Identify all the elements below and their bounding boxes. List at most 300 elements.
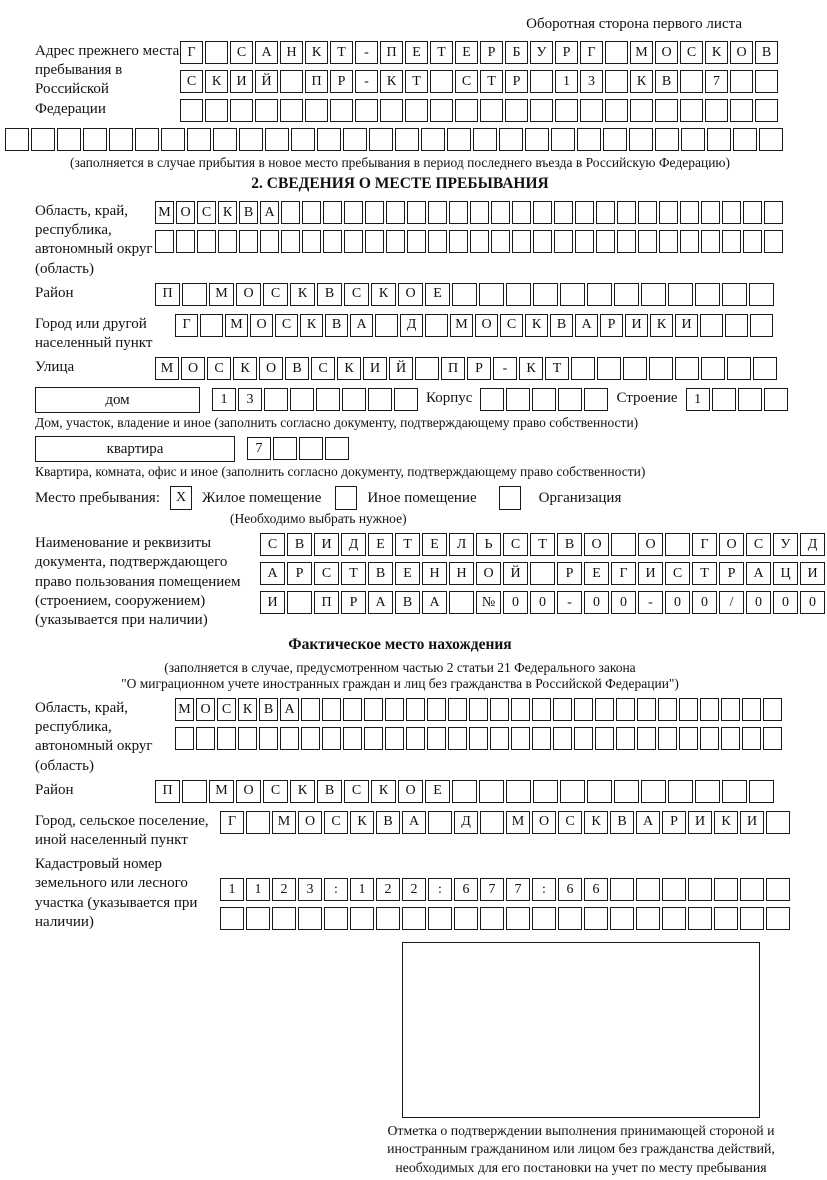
char-box[interactable] <box>764 230 783 253</box>
char-box[interactable]: Т <box>395 533 420 556</box>
char-box[interactable] <box>614 780 639 803</box>
char-box[interactable] <box>220 907 244 930</box>
char-box[interactable] <box>707 128 731 151</box>
char-box[interactable]: 7 <box>247 437 271 460</box>
char-box[interactable]: Р <box>600 314 623 337</box>
char-box[interactable] <box>763 698 782 721</box>
char-box[interactable] <box>182 780 207 803</box>
char-box[interactable]: 7 <box>480 878 504 901</box>
char-box[interactable]: О <box>196 698 215 721</box>
char-box[interactable]: Р <box>480 41 503 64</box>
char-box[interactable] <box>452 780 477 803</box>
char-box[interactable] <box>554 201 573 224</box>
char-box[interactable]: : <box>428 878 452 901</box>
char-box[interactable]: Е <box>405 41 428 64</box>
char-box[interactable]: Д <box>341 533 366 556</box>
char-box[interactable] <box>714 907 738 930</box>
char-box[interactable]: И <box>363 357 387 380</box>
char-box[interactable] <box>280 70 303 93</box>
char-box[interactable] <box>764 388 788 411</box>
char-box[interactable]: В <box>259 698 278 721</box>
char-box[interactable]: Г <box>175 314 198 337</box>
char-box[interactable]: К <box>290 283 315 306</box>
char-box[interactable] <box>721 727 740 750</box>
char-box[interactable] <box>427 727 446 750</box>
char-box[interactable]: 2 <box>402 878 426 901</box>
char-box[interactable]: О <box>259 357 283 380</box>
char-box[interactable]: 1 <box>246 878 270 901</box>
char-box[interactable]: И <box>625 314 648 337</box>
char-box[interactable] <box>560 283 585 306</box>
char-box[interactable]: О <box>584 533 609 556</box>
char-box[interactable]: С <box>665 562 690 585</box>
char-box[interactable] <box>505 99 528 122</box>
char-box[interactable]: К <box>371 780 396 803</box>
char-box[interactable]: 7 <box>705 70 728 93</box>
char-box[interactable] <box>452 283 477 306</box>
char-box[interactable] <box>287 591 312 614</box>
char-box[interactable] <box>57 128 81 151</box>
char-box[interactable]: С <box>746 533 771 556</box>
organization-checkbox[interactable] <box>499 486 521 510</box>
char-box[interactable]: С <box>680 41 703 64</box>
char-box[interactable]: У <box>530 41 553 64</box>
char-box[interactable] <box>727 357 751 380</box>
char-box[interactable] <box>574 727 593 750</box>
char-box[interactable] <box>239 128 263 151</box>
char-box[interactable] <box>680 230 699 253</box>
char-box[interactable] <box>749 780 774 803</box>
char-box[interactable] <box>641 283 666 306</box>
char-box[interactable]: И <box>740 811 764 834</box>
char-box[interactable] <box>180 99 203 122</box>
char-box[interactable]: : <box>324 878 348 901</box>
char-box[interactable]: Т <box>530 533 555 556</box>
char-box[interactable]: В <box>395 591 420 614</box>
char-box[interactable] <box>575 201 594 224</box>
char-box[interactable]: 1 <box>220 878 244 901</box>
char-box[interactable]: О <box>655 41 678 64</box>
char-box[interactable]: А <box>575 314 598 337</box>
char-box[interactable] <box>449 201 468 224</box>
char-box[interactable]: Т <box>480 70 503 93</box>
char-box[interactable]: 0 <box>584 591 609 614</box>
char-box[interactable] <box>323 230 342 253</box>
char-box[interactable] <box>614 283 639 306</box>
char-box[interactable]: М <box>272 811 296 834</box>
char-box[interactable] <box>665 533 690 556</box>
char-box[interactable] <box>155 230 174 253</box>
char-box[interactable] <box>603 128 627 151</box>
char-box[interactable] <box>636 907 660 930</box>
char-box[interactable] <box>680 99 703 122</box>
char-box[interactable]: - <box>355 41 378 64</box>
char-box[interactable]: Г <box>611 562 636 585</box>
char-box[interactable]: С <box>230 41 253 64</box>
char-box[interactable] <box>217 727 236 750</box>
char-box[interactable]: Г <box>180 41 203 64</box>
char-box[interactable]: 0 <box>530 591 555 614</box>
char-box[interactable]: В <box>557 533 582 556</box>
char-box[interactable] <box>533 230 552 253</box>
char-box[interactable] <box>343 727 362 750</box>
char-box[interactable]: С <box>180 70 203 93</box>
char-box[interactable]: В <box>376 811 400 834</box>
char-box[interactable] <box>230 99 253 122</box>
char-box[interactable] <box>701 230 720 253</box>
char-box[interactable] <box>239 230 258 253</box>
char-box[interactable]: 0 <box>611 591 636 614</box>
char-box[interactable]: Г <box>580 41 603 64</box>
char-box[interactable]: А <box>636 811 660 834</box>
char-box[interactable]: В <box>655 70 678 93</box>
char-box[interactable] <box>659 201 678 224</box>
char-box[interactable]: О <box>398 780 423 803</box>
char-box[interactable]: Г <box>220 811 244 834</box>
char-box[interactable]: - <box>355 70 378 93</box>
char-box[interactable] <box>587 283 612 306</box>
char-box[interactable] <box>743 201 762 224</box>
char-box[interactable]: С <box>324 811 348 834</box>
char-box[interactable] <box>750 314 773 337</box>
char-box[interactable] <box>605 99 628 122</box>
char-box[interactable] <box>611 533 636 556</box>
char-box[interactable]: - <box>638 591 663 614</box>
char-box[interactable] <box>273 437 297 460</box>
char-box[interactable] <box>324 907 348 930</box>
char-box[interactable] <box>530 70 553 93</box>
char-box[interactable] <box>675 357 699 380</box>
char-box[interactable] <box>533 201 552 224</box>
char-box[interactable] <box>681 128 705 151</box>
char-box[interactable] <box>83 128 107 151</box>
char-box[interactable] <box>730 99 753 122</box>
char-box[interactable]: О <box>236 283 261 306</box>
char-box[interactable] <box>380 99 403 122</box>
char-box[interactable] <box>555 99 578 122</box>
char-box[interactable] <box>605 70 628 93</box>
char-box[interactable] <box>714 878 738 901</box>
char-box[interactable] <box>530 99 553 122</box>
char-box[interactable] <box>428 907 452 930</box>
char-box[interactable]: А <box>368 591 393 614</box>
char-box[interactable]: К <box>650 314 673 337</box>
char-box[interactable] <box>525 128 549 151</box>
char-box[interactable]: Е <box>455 41 478 64</box>
char-box[interactable] <box>469 727 488 750</box>
char-box[interactable]: И <box>260 591 285 614</box>
char-box[interactable]: А <box>746 562 771 585</box>
char-box[interactable] <box>755 99 778 122</box>
char-box[interactable] <box>506 283 531 306</box>
char-box[interactable]: О <box>250 314 273 337</box>
char-box[interactable] <box>571 357 595 380</box>
char-box[interactable] <box>265 128 289 151</box>
char-box[interactable]: Л <box>449 533 474 556</box>
char-box[interactable] <box>218 230 237 253</box>
char-box[interactable]: В <box>317 780 342 803</box>
char-box[interactable]: И <box>230 70 253 93</box>
char-box[interactable] <box>766 907 790 930</box>
char-box[interactable]: О <box>476 562 501 585</box>
char-box[interactable] <box>740 878 764 901</box>
char-box[interactable] <box>449 591 474 614</box>
char-box[interactable]: С <box>500 314 523 337</box>
char-box[interactable]: О <box>638 533 663 556</box>
char-box[interactable] <box>733 128 757 151</box>
char-box[interactable]: : <box>532 878 556 901</box>
char-box[interactable] <box>213 128 237 151</box>
char-box[interactable] <box>479 780 504 803</box>
char-box[interactable] <box>680 201 699 224</box>
char-box[interactable] <box>512 201 531 224</box>
char-box[interactable]: А <box>260 562 285 585</box>
char-box[interactable] <box>31 128 55 151</box>
char-box[interactable]: Б <box>505 41 528 64</box>
char-box[interactable]: М <box>175 698 194 721</box>
char-box[interactable] <box>679 727 698 750</box>
char-box[interactable] <box>205 41 228 64</box>
char-box[interactable]: С <box>314 562 339 585</box>
char-box[interactable] <box>742 727 761 750</box>
char-box[interactable]: В <box>368 562 393 585</box>
char-box[interactable] <box>766 878 790 901</box>
char-box[interactable]: К <box>519 357 543 380</box>
char-box[interactable]: Т <box>330 41 353 64</box>
char-box[interactable] <box>480 388 504 411</box>
char-box[interactable] <box>533 283 558 306</box>
char-box[interactable] <box>455 99 478 122</box>
char-box[interactable] <box>406 698 425 721</box>
char-box[interactable] <box>695 780 720 803</box>
char-box[interactable]: - <box>493 357 517 380</box>
char-box[interactable] <box>187 128 211 151</box>
char-box[interactable]: О <box>181 357 205 380</box>
char-box[interactable] <box>197 230 216 253</box>
char-box[interactable] <box>205 99 228 122</box>
char-box[interactable] <box>421 128 445 151</box>
char-box[interactable] <box>415 357 439 380</box>
char-box[interactable]: Г <box>692 533 717 556</box>
char-box[interactable] <box>407 230 426 253</box>
char-box[interactable]: 0 <box>800 591 825 614</box>
char-box[interactable]: М <box>209 780 234 803</box>
char-box[interactable] <box>281 201 300 224</box>
char-box[interactable] <box>712 388 736 411</box>
char-box[interactable] <box>595 727 614 750</box>
char-box[interactable] <box>302 230 321 253</box>
char-box[interactable] <box>722 230 741 253</box>
char-box[interactable] <box>470 230 489 253</box>
char-box[interactable] <box>322 698 341 721</box>
char-box[interactable]: С <box>455 70 478 93</box>
char-box[interactable] <box>316 388 340 411</box>
char-box[interactable]: А <box>422 591 447 614</box>
char-box[interactable]: К <box>371 283 396 306</box>
char-box[interactable]: Д <box>454 811 478 834</box>
char-box[interactable]: 6 <box>454 878 478 901</box>
char-box[interactable] <box>658 727 677 750</box>
char-box[interactable] <box>317 128 341 151</box>
char-box[interactable]: О <box>730 41 753 64</box>
char-box[interactable] <box>428 230 447 253</box>
char-box[interactable]: М <box>209 283 234 306</box>
char-box[interactable]: В <box>239 201 258 224</box>
house-type-box[interactable]: дом <box>35 387 200 413</box>
char-box[interactable] <box>406 727 425 750</box>
char-box[interactable] <box>264 388 288 411</box>
char-box[interactable]: И <box>800 562 825 585</box>
char-box[interactable] <box>743 230 762 253</box>
char-box[interactable] <box>668 283 693 306</box>
char-box[interactable]: В <box>285 357 309 380</box>
char-box[interactable] <box>637 698 656 721</box>
char-box[interactable] <box>722 283 747 306</box>
char-box[interactable]: 7 <box>506 878 530 901</box>
char-box[interactable] <box>511 727 530 750</box>
char-box[interactable] <box>425 314 448 337</box>
char-box[interactable] <box>763 727 782 750</box>
char-box[interactable] <box>616 698 635 721</box>
char-box[interactable]: О <box>398 283 423 306</box>
char-box[interactable] <box>617 230 636 253</box>
char-box[interactable]: С <box>217 698 236 721</box>
char-box[interactable] <box>532 727 551 750</box>
char-box[interactable]: Т <box>692 562 717 585</box>
char-box[interactable]: С <box>344 780 369 803</box>
char-box[interactable] <box>575 230 594 253</box>
char-box[interactable]: 0 <box>773 591 798 614</box>
char-box[interactable] <box>638 201 657 224</box>
char-box[interactable] <box>395 128 419 151</box>
char-box[interactable] <box>641 780 666 803</box>
char-box[interactable]: 0 <box>746 591 771 614</box>
char-box[interactable] <box>428 811 452 834</box>
char-box[interactable] <box>376 907 400 930</box>
char-box[interactable]: Н <box>449 562 474 585</box>
char-box[interactable] <box>705 99 728 122</box>
char-box[interactable] <box>365 201 384 224</box>
char-box[interactable] <box>302 201 321 224</box>
char-box[interactable] <box>394 388 418 411</box>
char-box[interactable] <box>281 230 300 253</box>
char-box[interactable] <box>342 388 366 411</box>
char-box[interactable] <box>447 128 471 151</box>
char-box[interactable]: № <box>476 591 501 614</box>
char-box[interactable] <box>386 230 405 253</box>
char-box[interactable]: К <box>630 70 653 93</box>
char-box[interactable] <box>662 907 686 930</box>
residential-checkbox[interactable]: X <box>170 486 192 510</box>
char-box[interactable] <box>479 283 504 306</box>
char-box[interactable] <box>595 698 614 721</box>
char-box[interactable]: П <box>305 70 328 93</box>
char-box[interactable] <box>740 907 764 930</box>
char-box[interactable] <box>280 727 299 750</box>
char-box[interactable] <box>448 698 467 721</box>
char-box[interactable] <box>473 128 497 151</box>
char-box[interactable]: П <box>314 591 339 614</box>
char-box[interactable] <box>290 388 314 411</box>
char-box[interactable] <box>637 727 656 750</box>
char-box[interactable]: О <box>719 533 744 556</box>
char-box[interactable]: В <box>317 283 342 306</box>
char-box[interactable]: С <box>263 780 288 803</box>
char-box[interactable]: Т <box>545 357 569 380</box>
char-box[interactable] <box>700 727 719 750</box>
char-box[interactable]: Е <box>395 562 420 585</box>
char-box[interactable]: С <box>558 811 582 834</box>
char-box[interactable]: С <box>275 314 298 337</box>
char-box[interactable] <box>701 357 725 380</box>
char-box[interactable] <box>427 698 446 721</box>
char-box[interactable] <box>574 698 593 721</box>
char-box[interactable]: П <box>155 283 180 306</box>
char-box[interactable]: Й <box>503 562 528 585</box>
char-box[interactable] <box>597 357 621 380</box>
char-box[interactable] <box>364 698 383 721</box>
char-box[interactable]: 1 <box>350 878 374 901</box>
char-box[interactable] <box>511 698 530 721</box>
char-box[interactable] <box>259 727 278 750</box>
char-box[interactable] <box>749 283 774 306</box>
char-box[interactable]: У <box>773 533 798 556</box>
char-box[interactable] <box>680 70 703 93</box>
char-box[interactable] <box>491 230 510 253</box>
char-box[interactable] <box>402 907 426 930</box>
char-box[interactable]: К <box>714 811 738 834</box>
char-box[interactable] <box>506 388 530 411</box>
char-box[interactable]: К <box>233 357 257 380</box>
char-box[interactable] <box>448 727 467 750</box>
char-box[interactable] <box>596 230 615 253</box>
char-box[interactable] <box>742 698 761 721</box>
char-box[interactable]: К <box>337 357 361 380</box>
char-box[interactable]: М <box>630 41 653 64</box>
char-box[interactable]: Р <box>555 41 578 64</box>
char-box[interactable] <box>385 727 404 750</box>
char-box[interactable] <box>553 727 572 750</box>
char-box[interactable]: 3 <box>298 878 322 901</box>
char-box[interactable] <box>701 201 720 224</box>
char-box[interactable] <box>722 780 747 803</box>
char-box[interactable] <box>532 907 556 930</box>
char-box[interactable] <box>325 437 349 460</box>
char-box[interactable]: Т <box>405 70 428 93</box>
char-box[interactable] <box>636 878 660 901</box>
char-box[interactable]: Е <box>368 533 393 556</box>
char-box[interactable] <box>430 70 453 93</box>
char-box[interactable] <box>753 357 777 380</box>
char-box[interactable]: О <box>532 811 556 834</box>
char-box[interactable] <box>323 201 342 224</box>
char-box[interactable] <box>695 283 720 306</box>
char-box[interactable] <box>679 698 698 721</box>
char-box[interactable]: П <box>380 41 403 64</box>
char-box[interactable]: Е <box>425 283 450 306</box>
char-box[interactable]: К <box>305 41 328 64</box>
char-box[interactable] <box>255 99 278 122</box>
char-box[interactable] <box>506 780 531 803</box>
char-box[interactable] <box>298 907 322 930</box>
char-box[interactable]: К <box>380 70 403 93</box>
char-box[interactable] <box>506 907 530 930</box>
char-box[interactable] <box>721 698 740 721</box>
char-box[interactable] <box>344 201 363 224</box>
char-box[interactable] <box>764 201 783 224</box>
char-box[interactable] <box>558 907 582 930</box>
char-box[interactable] <box>738 388 762 411</box>
